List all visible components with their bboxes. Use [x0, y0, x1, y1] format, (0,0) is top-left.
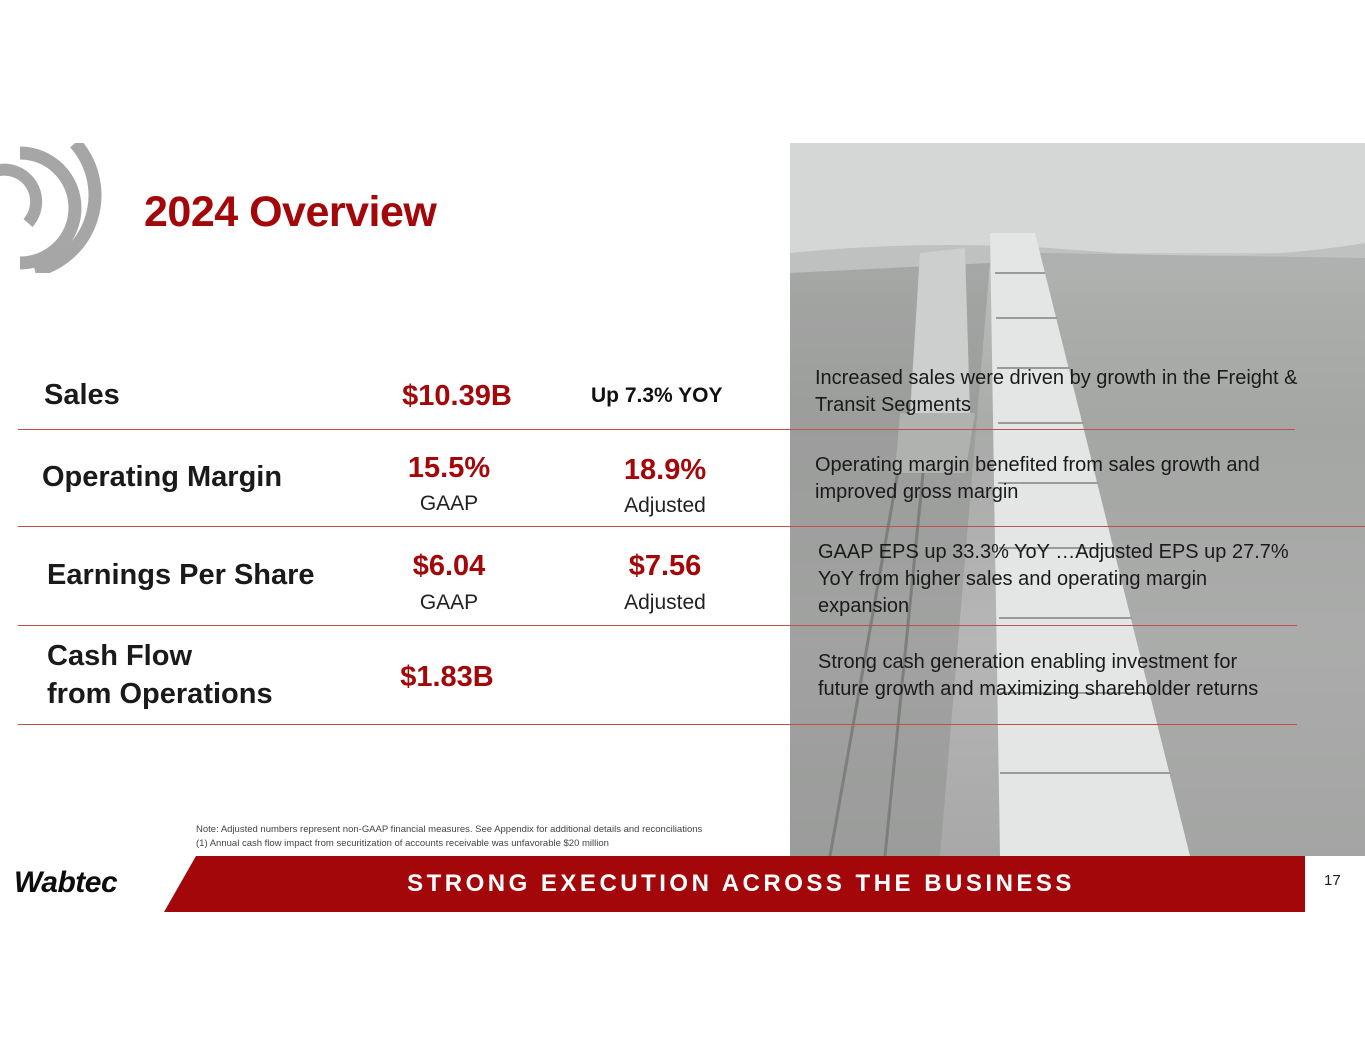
row-divider: [18, 526, 1365, 527]
footnotes: Note: Adjusted numbers represent non-GAAP financial measures. See Appendix for additional details and reconciliations (1) Annual cash flow impact from securitization of accounts receivable was unfavorable $20 million: [196, 824, 703, 849]
eps-description: GAAP EPS up 33.3% YoY …Adjusted EPS up 27.7% YoY from higher sales and operating margin expansion: [818, 541, 1289, 617]
cash-flow-description: Strong cash generation enabling investment for future growth and maximizing shareholder returns: [818, 651, 1259, 700]
cash-flow-value: $1.83B: [400, 661, 494, 693]
operating-margin-description: Operating margin benefited from sales growth and improved gross margin: [815, 454, 1260, 503]
eps-gaap-label: GAAP: [419, 591, 479, 614]
page-title: 2024 Overview: [144, 188, 437, 236]
footer-tagline: STRONG EXECUTION ACROSS THE BUSINESS: [407, 870, 1075, 897]
row-divider: [18, 625, 1297, 626]
sales-yoy: Up 7.3% YOY: [591, 384, 723, 407]
eps-adjusted-value: $7.56: [628, 550, 702, 582]
cash-flow-label: Cash Flow from Operations: [47, 640, 273, 710]
operating-margin-adjusted-label: Adjusted: [624, 494, 706, 517]
row-divider: [18, 429, 1295, 430]
sales-description: Increased sales were driven by growth in the Freight & Transit Segments: [815, 367, 1298, 416]
operating-margin-gaap-value: 15.5%: [407, 452, 491, 484]
eps-gaap-value: $6.04: [412, 550, 486, 582]
wabtec-arc-logo-icon: [0, 143, 120, 273]
operating-margin-label: Operating Margin: [42, 461, 283, 493]
page-number: 17: [1324, 872, 1341, 889]
sales-value: $10.39B: [402, 380, 512, 412]
wabtec-wordmark: Wabtec: [14, 866, 118, 899]
sales-label: Sales: [44, 379, 120, 411]
eps-label: Earnings Per Share: [47, 559, 315, 591]
operating-margin-adjusted-value: 18.9%: [623, 454, 707, 486]
row-divider: [18, 724, 1297, 725]
operating-margin-gaap-label: GAAP: [419, 492, 479, 515]
eps-adjusted-label: Adjusted: [624, 591, 706, 614]
